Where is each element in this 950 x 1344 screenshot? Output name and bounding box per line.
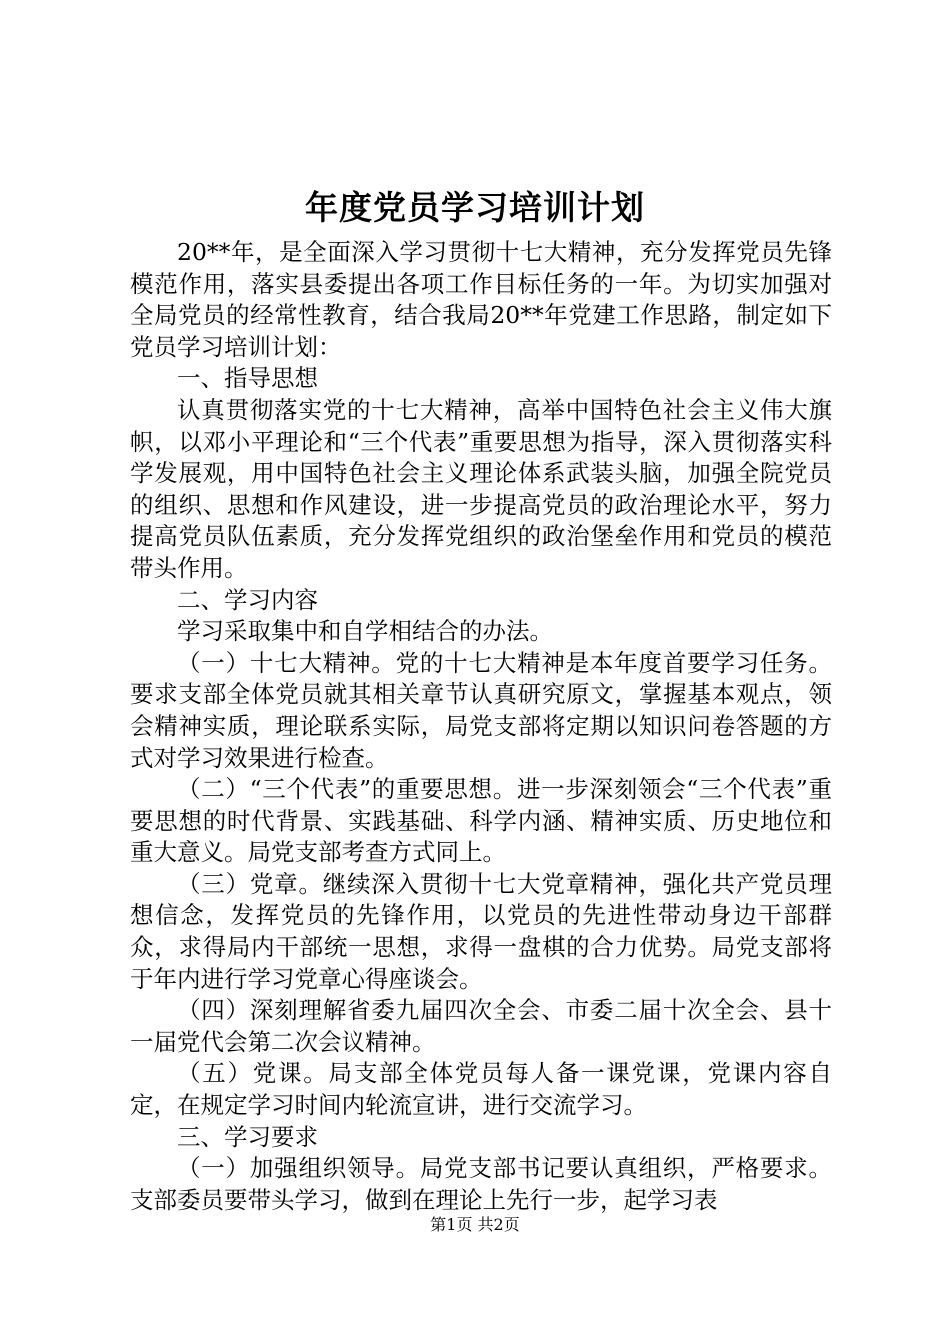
requirement-item-1: （一）加强组织领导。局党支部书记要认真组织，严格要求。支部委员要带头学习，做到在理论上先行一步，起学习表 <box>130 1154 832 1214</box>
content-item-3: （三）党章。继续深入贯彻十七大党章精神，强化共产党员理想信念，发挥党员的先锋作用，以党员的先进性带动身边干部群众，求得局内干部统一思想，求得一盘棋的合力优势。局党支部将于年内进行学习党章心得座谈会。 <box>130 869 832 993</box>
content-item-4: （四）深刻理解省委九届四次全会、市委二届十次全会、县十一届党代会第二次会议精神。 <box>130 996 832 1056</box>
content-item-1: （一）十七大精神。党的十七大精神是本年度首要学习任务。要求支部全体党员就其相关章节认真研究原文，掌握基本观点，领会精神实质，理论联系实际，局党支部将定期以知识问卷答题的方式对学习效果进行检查。 <box>130 648 832 772</box>
document-title: 年度党员学习培训计划 <box>305 188 645 227</box>
intro-paragraph: 20**年，是全面深入学习贯彻十七大精神，充分发挥党员先锋模范作用，落实县委提出各项工作目标任务的一年。为切实加强对全局党员的经常性教育，结合我局20**年党建工作思路，制定如下党员学习培训计划： <box>130 238 832 361</box>
document-body <box>130 237 832 1216</box>
content-item-2: （二）“三个代表”的重要思想。进一步深刻领会“三个代表”重要思想的时代背景、实践基础、科学内涵、精神实质、历史地位和重大意义。局党支部考查方式同上。 <box>130 775 832 867</box>
guiding-thought-paragraph: 认真贯彻落实党的十七大精神，高举中国特色社会主义伟大旗帜，以邓小平理论和“三个代表”重要思想为指导，深入贯彻落实科学发展观，用中国特色社会主义理论体系武装头脑，加强全院党员的组织、思想和作风建设，进一步提高党员的政治理论水平，努力提高党员队伍素质，充分发挥党组织的政治堡垒作用和党员的模范带头作用。 <box>130 395 832 582</box>
section-heading-study-requirements: 三、学习要求 <box>177 1122 318 1151</box>
content-item-5: （五）党课。局支部全体党员每人备一课党课，党课内容自定，在规定学习时间内轮流宣讲，进行交流学习。 <box>130 1059 832 1120</box>
study-method-paragraph: 学习采取集中和自学相结合的办法。 <box>177 617 553 646</box>
section-heading-guiding-thought: 一、指导思想 <box>177 364 318 393</box>
section-heading-study-content: 二、学习内容 <box>177 585 318 614</box>
page-number-footer: 第1页 共2页 <box>430 1215 520 1234</box>
